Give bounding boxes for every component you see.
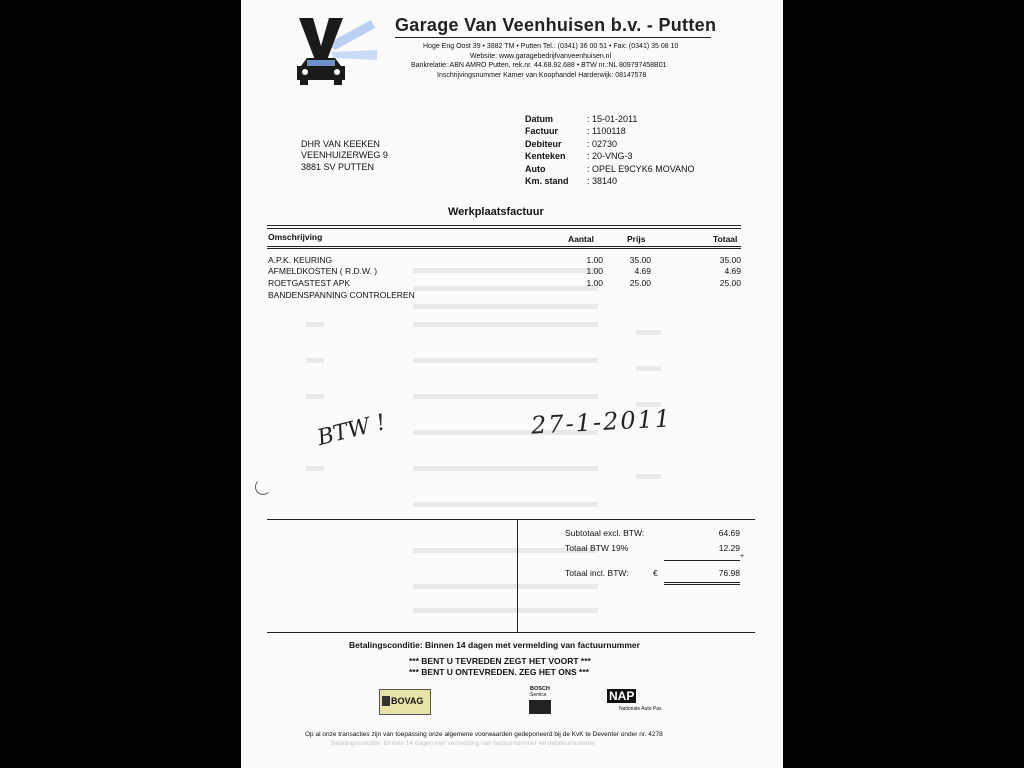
handwritten-date: 27-1-2011 <box>530 404 673 440</box>
total-label: Totaal incl. BTW: <box>565 568 629 578</box>
company-name: Garage Van Veenhuisen b.v. - Putten <box>395 15 717 35</box>
column-header-price: Prijs <box>627 234 646 244</box>
handwritten-note: BTW ! <box>315 409 389 452</box>
row-price: 25.00 <box>629 278 651 288</box>
slogan-unsatisfied: *** BENT U ONTEVREDEN. ZEG HET ONS *** <box>409 667 589 677</box>
row-price: 4.69 <box>634 266 651 276</box>
row-total: 35.00 <box>719 255 741 265</box>
customer-name: DHR VAN KEEKEN <box>301 139 380 149</box>
row-description: BANDENSPANNING CONTROLEREN <box>268 290 415 300</box>
row-total: 4.69 <box>724 266 741 276</box>
company-bank: Bankrelatie: ABN AMRO Putten, rek.nr. 44.68.92.688 • BTW nr.:NL 809797458B01 <box>411 62 667 69</box>
customer-city: 3881 SV PUTTEN <box>301 162 375 172</box>
company-logo <box>291 14 381 90</box>
column-header-description: Omschrijving <box>268 232 323 242</box>
row-description: ROETGASTEST APK <box>268 278 351 288</box>
bovag-label: BOVAG <box>391 696 424 706</box>
terms-text: Op al onze transacties zijn van toepassing onze algemene voorwaarden gedeponeerd bij de KvK te Deventer onder nr. 4278 <box>305 731 663 738</box>
company-address: Hoge Eng Oost 39 • 3882 TM • Putten Tel.: (0341) 36 00 51 • Fax: (0341) 35 08 10 <box>423 43 679 50</box>
subtotal-value: 64.69 <box>718 528 740 538</box>
row-description: AFMELDKOSTEN ( R.D.W. ) <box>268 266 378 276</box>
row-description: A.P.K. KEURING <box>268 255 333 265</box>
meta-label: Auto <box>525 164 546 174</box>
meta-value: : 02730 <box>587 139 618 149</box>
meta-value: : 20-VNG-3 <box>587 151 633 161</box>
column-header-quantity: Aantal <box>568 234 594 244</box>
bosch-service-label: Service <box>530 692 547 698</box>
meta-label: Km. stand <box>525 176 569 186</box>
meta-label: Factuur <box>525 126 559 136</box>
bovag-logo <box>379 689 431 715</box>
plus-sign: + <box>740 553 745 560</box>
vat-label: Totaal BTW 19% <box>565 543 629 553</box>
row-quantity: 1.00 <box>586 266 603 276</box>
row-price: 35.00 <box>629 255 651 265</box>
column-header-total: Totaal <box>713 234 738 244</box>
car-v-logo-icon <box>291 14 381 90</box>
meta-value: : 15-01-2011 <box>587 114 638 124</box>
meta-label: Kenteken <box>525 151 566 161</box>
invoice-title: Werkplaatsfactuur <box>448 206 544 218</box>
bosch-service-logo <box>528 686 554 716</box>
meta-value: : 38140 <box>587 176 618 186</box>
meta-value: : OPEL E9CYK6 MOVANO <box>587 164 695 174</box>
row-quantity: 1.00 <box>586 278 603 288</box>
row-total: 25.00 <box>719 278 741 288</box>
nap-logo <box>605 689 675 715</box>
faded-payment-condition: Betalingsconditie: Binnen 14 dagen met vermelding van factuurnummer en debiteurnummer <box>331 740 596 747</box>
nap-label: NAP <box>609 689 635 703</box>
company-website: Website: www.garagebedrijfvanveenhuisen.nl <box>470 53 612 60</box>
payment-condition: Betalingsconditie: Binnen 14 dagen met vermelding van factuurnummer <box>349 640 640 650</box>
bovag-badge-icon <box>382 696 390 706</box>
punch-mark <box>255 479 271 495</box>
meta-label: Datum <box>525 114 554 124</box>
bosch-emblem-icon <box>529 700 551 714</box>
meta-value: : 1100118 <box>587 126 626 136</box>
nap-sub-label: Nationale Auto Pas <box>619 706 662 712</box>
company-kvk: Inschrijvingsnummer Kamer van Koophandel Harderwijk: 08147578 <box>437 72 647 79</box>
meta-label: Debiteur <box>525 139 562 149</box>
currency-symbol: € <box>653 568 658 578</box>
invoice-page <box>241 0 783 768</box>
total-value: 76.98 <box>718 568 740 578</box>
subtotal-label: Subtotaal excl. BTW: <box>565 528 645 538</box>
slogan-satisfied: *** BENT U TEVREDEN ZEGT HET VOORT *** <box>409 656 591 666</box>
row-quantity: 1.00 <box>586 255 603 265</box>
bosch-label: BOSCH <box>530 686 550 692</box>
vat-value: 12.29 <box>718 543 740 553</box>
customer-street: VEENHUIZERWEG 9 <box>301 150 388 160</box>
